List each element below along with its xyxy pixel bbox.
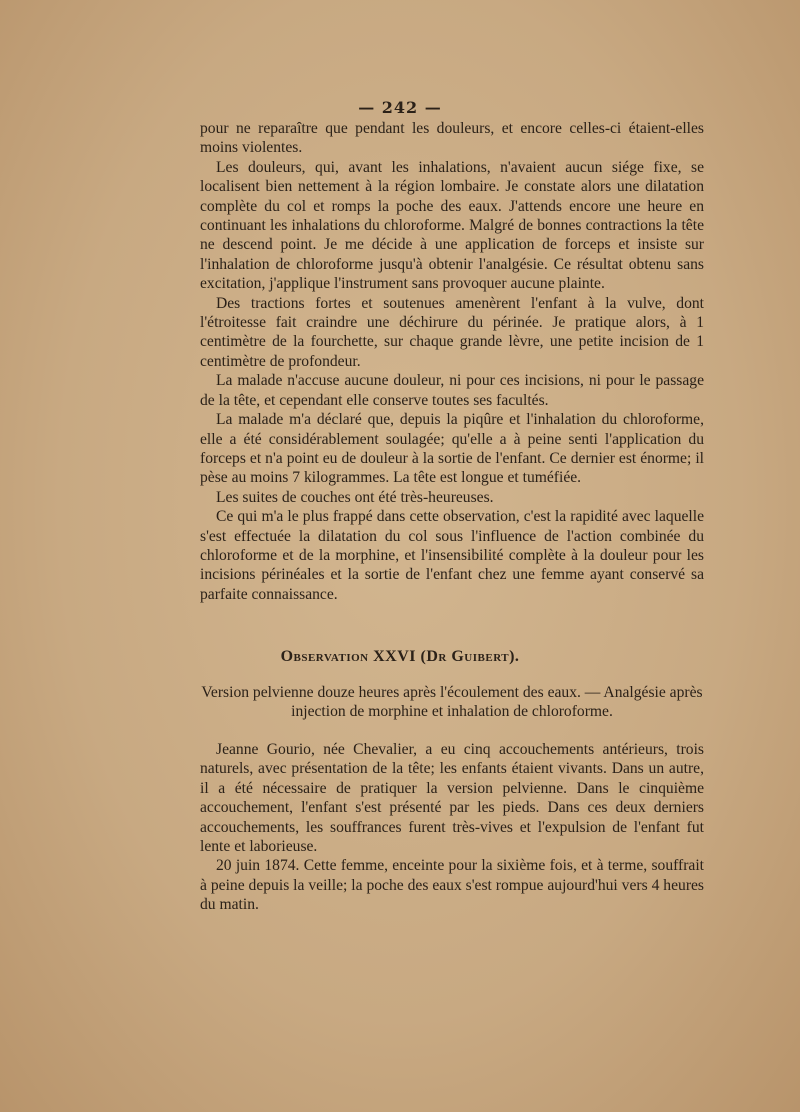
text-block-observation xyxy=(200,740,704,915)
observation-subtitle: Version pelvienne douze heures après l'écoulement des eaux. — Analgésie après injection de morphine et inhalation de chloroforme. xyxy=(201,684,703,721)
paragraph: Les douleurs, qui, avant les inhalations, n'avaient aucun siége fixe, se localisent bien nettement à la région lombaire. Je constate alors une dilatation complète du col et romps la poche des eaux. J'attends encore une heure en continuant les inhalations du chloroforme. Malgré de bonnes contractions la tête ne descend point. Je me décide à une application de forceps et insiste sur l'inhalation de chloroforme jusqu'à obtenir l'analgésie. Ce résultat obtenu sans excitation, j'applique l'instrument sans provoquer aucune plainte. xyxy=(200,158,704,293)
paragraph: La malade n'accuse aucune douleur, ni pour ces incisions, ni pour le passage de la tête, et cependant elle conserve toutes ses facultés. xyxy=(200,372,704,409)
page-number-header: — 242 — xyxy=(358,98,442,117)
paragraph: Des tractions fortes et soutenues amenèrent l'enfant à la vulve, dont l'étroitesse fait craindre une déchirure du périnée. Je pratique alors, à 1 centimètre de la fourchette, sur chaque grande lèvre, une petite incision de 1 centimètre de profondeur. xyxy=(200,294,704,370)
paragraph: 20 juin 1874. Cette femme, enceinte pour la sixième fois, et à terme, souffrait à peine depuis la veille; la poche des eaux s'est rompue aujourd'hui vers 4 heures du matin. xyxy=(200,857,704,914)
paragraph: La malade m'a déclaré que, depuis la piqûre et l'inhalation du chloroforme, elle a été considérablement soulagée; qu'elle a à peine senti l'application du forceps et n'a point eu de douleur à la sortie de l'enfant. Ce dernier est énorme; il pèse au moins 7 kilogrammes. La tête est longue et tuméfiée. xyxy=(200,411,704,487)
observation-title: Observation XXVI (Dr Guibert). xyxy=(280,648,520,665)
text-block-main xyxy=(200,119,704,604)
paragraph: Jeanne Gourio, née Chevalier, a eu cinq accouchements antérieurs, trois naturels, avec présentation de la tête; les enfants étaient vivants. Dans un autre, il a été nécessaire de pratiquer la version pelvienne. Dans le cinquième accouchement, l'enfant s'est présenté par les pieds. Dans ces deux derniers accouchements, les souffrances furent très-vives et l'expulsion de l'enfant fut lente et laborieuse. xyxy=(200,741,704,856)
paragraph: Ce qui m'a le plus frappé dans cette observation, c'est la rapidité avec laquelle s'est effectuée la dilatation du col sous l'influence de l'action combinée du chloroforme et de la morphine, et l'insensibilité complète à la douleur pour les incisions périnéales et la sortie de l'enfant chez une femme ayant conservé sa parfaite connaissance. xyxy=(200,508,704,603)
paragraph: Les suites de couches ont été très-heureuses. xyxy=(216,488,494,506)
paragraph: pour ne reparaître que pendant les douleurs, et encore celles-ci étaient-elles moins violentes. xyxy=(200,120,704,157)
